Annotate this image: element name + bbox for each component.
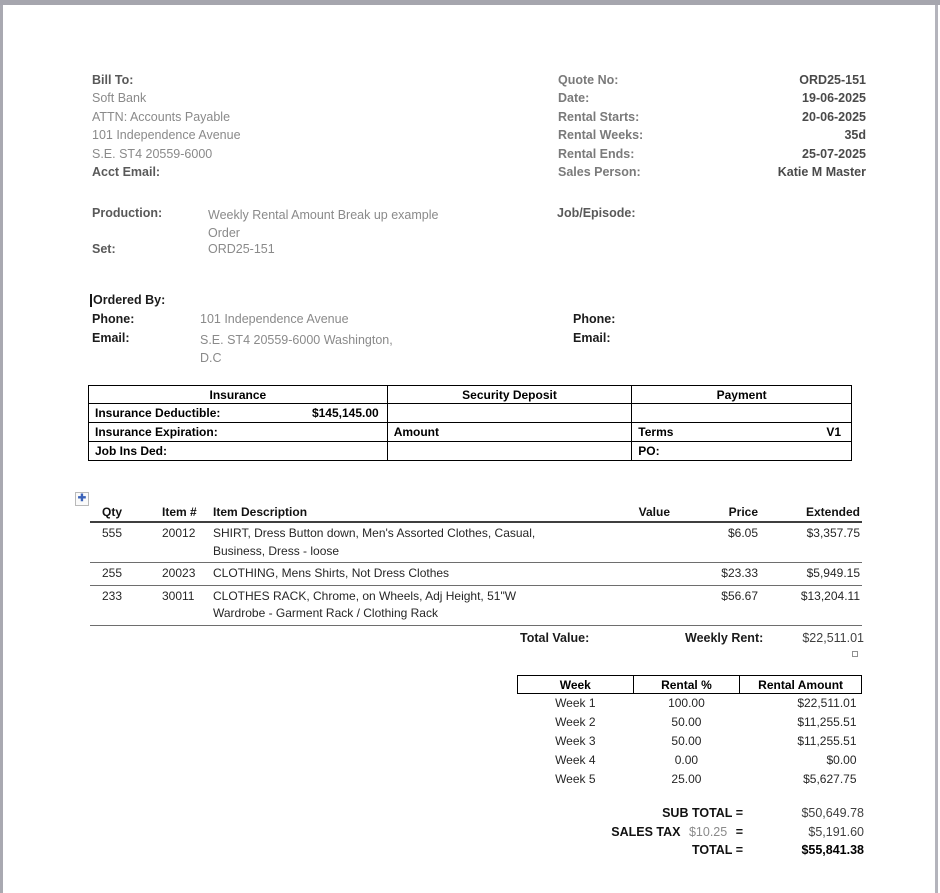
item-value [570, 585, 672, 625]
security-deposit-empty-cell [387, 404, 632, 423]
item-row-1 [90, 522, 862, 563]
week-amount: $11,255.51 [797, 715, 857, 729]
item-extended: $3,357.75 [760, 522, 862, 563]
right-phone-label: Phone: [573, 312, 616, 326]
sub-total-row [400, 804, 864, 823]
rental-pct-header: Rental % [633, 676, 740, 694]
quote-no-value: ORD25-151 [799, 73, 866, 87]
total-value: $55,841.38 [801, 843, 864, 858]
ordered-by-label: Ordered By: [93, 293, 166, 307]
acct-email-label: Acct Email: [92, 164, 161, 179]
week-header-row [518, 676, 862, 694]
insurance-deductible-label: Insurance Deductible: [95, 406, 221, 420]
payment-empty-cell [632, 404, 852, 423]
item-description: SHIRT, Dress Button down, Men's Assorted Clothes, Casual, Business, Dress - loose [213, 526, 536, 558]
insurance-table [88, 385, 852, 461]
terms-value: V1 [826, 425, 841, 439]
insurance-deductible-row [89, 404, 852, 423]
weekly-rent-label: Weekly Rent: [685, 631, 764, 645]
item-description-header: Item Description [200, 504, 570, 522]
phone-value: 101 Independence Avenue [200, 312, 349, 326]
week-pct: 50.00 [671, 734, 702, 748]
insurance-header: Insurance [89, 386, 388, 404]
insurance-deductible-value: $145,145.00 [311, 406, 379, 420]
week-name: Week 3 [555, 734, 596, 748]
sales-person-row [558, 163, 866, 181]
job-ins-ded-row [89, 442, 852, 461]
rental-weeks-label: Rental Weeks: [558, 128, 644, 143]
item-number: 20023 [138, 563, 200, 586]
week-name: Week 1 [555, 696, 596, 711]
week-amount: $0.00 [826, 753, 857, 767]
item-number-header: Item # [138, 504, 200, 522]
set-label: Set: [92, 242, 116, 256]
item-row-3 [90, 585, 862, 625]
week-row-4 [518, 751, 862, 770]
page-right-edge [935, 5, 938, 893]
rental-amount-header: Rental Amount [740, 676, 862, 694]
page-left-edge [0, 5, 3, 893]
set-value: ORD25-151 [208, 242, 275, 256]
week-pct: 25.00 [671, 772, 702, 786]
week-header: Week [518, 676, 634, 694]
production-value: Weekly Rental Amount Break up example Order [208, 208, 439, 241]
weekly-rent-value: $22,511.01 [802, 631, 864, 645]
sales-tax-label: SALES TAX [611, 824, 681, 839]
terms-label: Terms [638, 425, 674, 439]
item-price: $6.05 [672, 522, 760, 563]
date-label: Date: [558, 91, 590, 106]
job-ins-ded-label: Job Ins Ded: [89, 442, 388, 461]
item-number: 20012 [138, 522, 200, 563]
email-value: S.E. ST4 20559-6000 Washington, D.C [200, 333, 393, 366]
bill-to-address1: 101 Independence Avenue [92, 128, 241, 143]
item-row-2 [90, 563, 862, 586]
insurance-expiration-label: Insurance Expiration: [89, 423, 388, 442]
week-pct: 0.00 [674, 753, 699, 767]
rental-ends-row [558, 145, 866, 163]
item-qty: 255 [90, 563, 138, 586]
item-price: $56.67 [672, 585, 760, 625]
rental-starts-value: 20-06-2025 [802, 109, 866, 124]
item-number: 30011 [138, 585, 200, 625]
date-row [558, 89, 866, 107]
qty-header: Qty [90, 504, 138, 522]
amount-label: Amount [387, 423, 632, 442]
item-extended: $13,204.11 [760, 585, 862, 625]
table-move-handle-icon[interactable]: ✚ [75, 492, 89, 506]
rental-starts-row [558, 108, 866, 126]
sub-total-value: $50,649.78 [801, 806, 864, 820]
week-amount: $22,511.01 [797, 696, 857, 711]
item-description: CLOTHES RACK, Chrome, on Wheels, Adj Height, 51"W [213, 588, 517, 603]
date-value: 19-06-2025 [802, 91, 866, 106]
item-value [570, 522, 672, 563]
insurance-header-row [89, 386, 852, 404]
sales-tax-rate: $10.25 [688, 824, 728, 839]
job-episode-label: Job/Episode: [557, 206, 636, 220]
rental-starts-label: Rental Starts: [558, 109, 640, 124]
bill-to-label: Bill To: [92, 73, 134, 87]
total-label: TOTAL = [691, 843, 743, 858]
rental-ends-value: 25-07-2025 [802, 146, 866, 161]
weekly-breakdown-table [517, 675, 862, 789]
sales-person-label: Sales Person: [558, 164, 641, 179]
phone-label: Phone: [92, 312, 135, 326]
sales-person-value: Katie M Master [777, 164, 866, 179]
week-name: Week 2 [555, 715, 596, 729]
item-price: $23.33 [672, 563, 760, 586]
week-amount: $11,255.51 [797, 734, 857, 748]
payment-header: Payment [632, 386, 852, 404]
week-row-1 [518, 694, 862, 713]
text-cursor [90, 294, 92, 307]
production-label: Production: [92, 206, 163, 220]
items-header-row [90, 504, 862, 522]
week-amount: $5,627.75 [803, 772, 857, 786]
po-label: PO: [632, 442, 852, 461]
week-row-3 [518, 732, 862, 751]
sales-tax-value: $5,191.60 [808, 824, 864, 839]
week-name: Week 4 [555, 753, 596, 767]
item-description2: Wardrobe - Garment Rack / Clothing Rack [213, 606, 438, 621]
bill-to-block [92, 71, 241, 181]
rental-weeks-row [558, 126, 866, 144]
job-ins-empty-cell [387, 442, 632, 461]
rental-ends-label: Rental Ends: [558, 146, 635, 161]
insurance-expiration-row [89, 423, 852, 442]
week-pct: 100.00 [668, 696, 705, 711]
sales-tax-row [400, 823, 864, 842]
rental-weeks-value: 35d [844, 128, 866, 143]
item-description: CLOTHING, Mens Shirts, Not Dress Clothes [213, 566, 450, 581]
sales-tax-equals: = [735, 824, 743, 839]
bill-to-address2: S.E. ST4 20559-6000 [92, 146, 213, 161]
email-label: Email: [92, 331, 130, 345]
week-row-5 [518, 770, 862, 789]
week-pct: 50.00 [671, 715, 702, 729]
item-qty: 233 [90, 585, 138, 625]
bill-to-attn: ATTN: Accounts Payable [92, 109, 231, 124]
item-value [570, 563, 672, 586]
value-header: Value [570, 504, 672, 522]
item-extended: $5,949.15 [760, 563, 862, 586]
week-row-2 [518, 713, 862, 732]
page-top-edge [0, 0, 940, 5]
total-row [400, 841, 864, 860]
security-deposit-header: Security Deposit [387, 386, 632, 404]
right-email-label: Email: [573, 331, 611, 345]
bill-to-company: Soft Bank [92, 91, 147, 106]
item-qty: 555 [90, 522, 138, 563]
sub-total-label: SUB TOTAL = [662, 806, 743, 820]
quote-info-block [558, 71, 866, 181]
quote-no-label: Quote No: [558, 73, 619, 87]
total-value-label: Total Value: [520, 631, 590, 645]
items-table [90, 504, 862, 626]
table-resize-handle-icon[interactable] [852, 651, 858, 657]
extended-header: Extended [760, 504, 862, 522]
summary-block [400, 804, 864, 860]
week-name: Week 5 [555, 772, 596, 786]
quote-no-row [558, 71, 866, 89]
price-header: Price [672, 504, 760, 522]
